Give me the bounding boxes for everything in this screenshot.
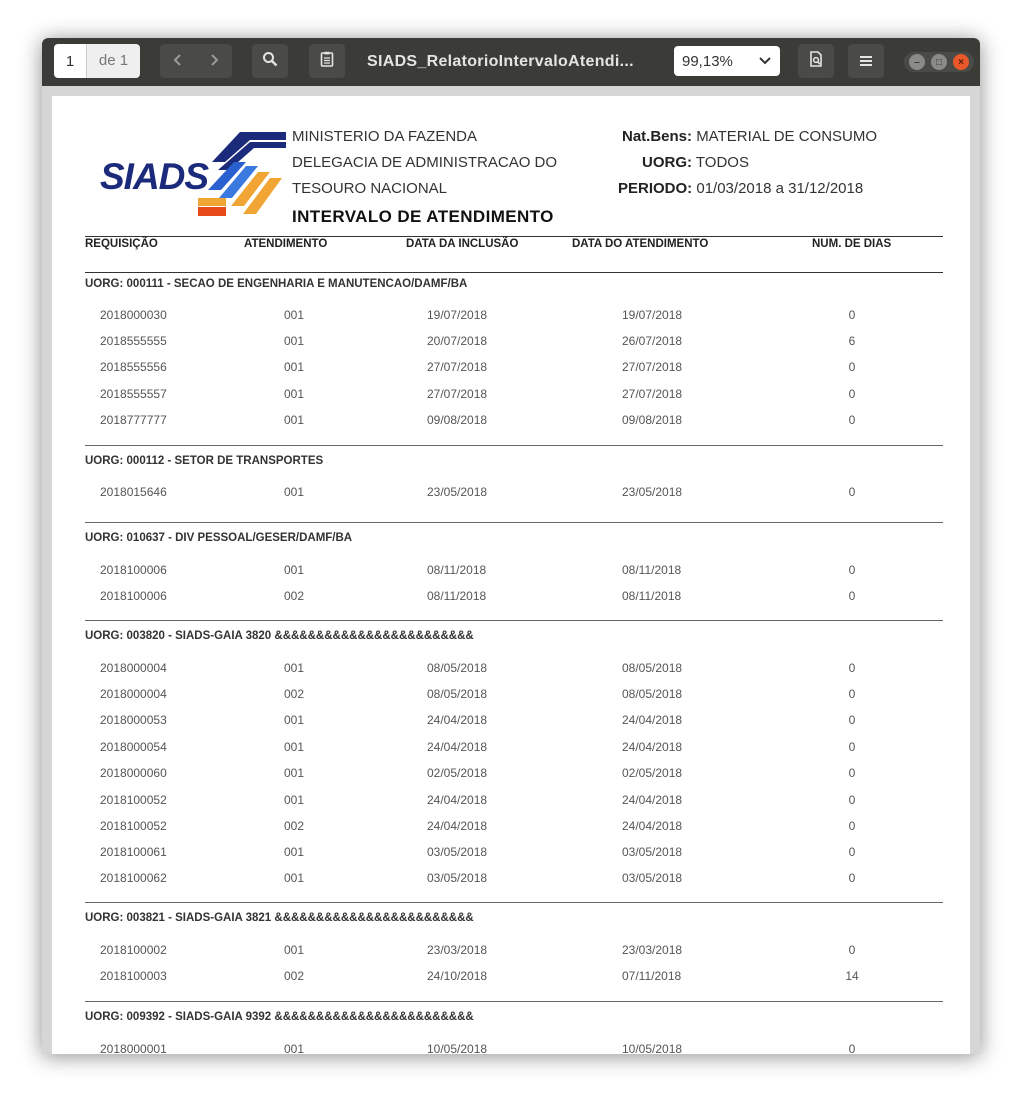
atendimento-cell: 001 [284, 563, 305, 577]
siads-logo [100, 132, 290, 224]
toolbar [42, 38, 980, 86]
group-divider [85, 522, 943, 523]
requisicao-cell: 2018555555 [100, 334, 167, 348]
requisicao-cell: 2018000054 [100, 740, 167, 754]
num-dias-cell: 0 [848, 413, 856, 427]
zoom-select[interactable] [674, 46, 780, 76]
column-header-data-atendimento: DATA DO ATENDIMENTO [572, 238, 709, 250]
data-inclusao-cell: 08/05/2018 [427, 661, 488, 675]
hamburger-menu-icon [859, 51, 873, 72]
atendimento-cell: 001 [284, 740, 305, 754]
data-inclusao-cell: 03/05/2018 [427, 845, 488, 859]
num-dias-cell: 0 [848, 871, 856, 885]
data-inclusao-cell: 24/04/2018 [427, 793, 488, 807]
meta-label: UORG: [642, 154, 692, 171]
data-atendimento-cell: 27/07/2018 [622, 360, 683, 374]
data-atendimento-cell: 09/08/2018 [622, 413, 683, 427]
search-icon [262, 51, 278, 72]
save-document-button[interactable] [798, 44, 834, 78]
data-atendimento-cell: 08/05/2018 [622, 661, 683, 675]
meta-value: MATERIAL DE CONSUMO [696, 128, 878, 145]
data-atendimento-cell: 08/05/2018 [622, 687, 683, 701]
document-title: SIADS_RelatorioIntervaloAtendi... [367, 53, 634, 70]
requisicao-cell: 2018100002 [100, 943, 167, 957]
requisicao-cell: 2018100052 [100, 819, 167, 833]
atendimento-cell: 001 [284, 334, 305, 348]
num-dias-cell: 0 [848, 766, 856, 780]
group-title: UORG: 000112 - SETOR DE TRANSPORTES [85, 455, 324, 467]
atendimento-cell: 001 [284, 387, 305, 401]
meta-label: Nat.Bens: [622, 128, 693, 145]
data-inclusao-cell: 23/05/2018 [427, 485, 488, 499]
org-line-3: TESOURO NACIONAL [292, 180, 448, 197]
data-inclusao-cell: 20/07/2018 [427, 334, 488, 348]
save-document-icon [809, 51, 823, 72]
num-dias-cell: 0 [848, 485, 856, 499]
data-inclusao-cell: 24/10/2018 [427, 969, 488, 983]
data-atendimento-cell: 03/05/2018 [622, 871, 683, 885]
column-header-requisicao: REQUISIÇÃO [85, 238, 158, 250]
meta-nat-bens [622, 128, 952, 145]
data-atendimento-cell: 10/05/2018 [622, 1042, 683, 1054]
report-page [52, 96, 970, 1054]
requisicao-cell: 2018000004 [100, 687, 167, 701]
atendimento-cell: 001 [284, 413, 305, 427]
data-inclusao-cell: 24/04/2018 [427, 819, 488, 833]
data-atendimento-cell: 27/07/2018 [622, 387, 683, 401]
atendimento-cell: 001 [284, 871, 305, 885]
requisicao-cell: 2018100061 [100, 845, 167, 859]
data-inclusao-cell: 08/11/2018 [427, 589, 487, 603]
atendimento-cell: 001 [284, 793, 305, 807]
chevron-left-icon [171, 51, 185, 72]
requisicao-cell: 2018100006 [100, 563, 167, 577]
next-page-button[interactable] [196, 44, 232, 78]
num-dias-cell: 0 [848, 563, 856, 577]
report-title: INTERVALO DE ATENDIMENTO [292, 207, 554, 226]
data-atendimento-cell: 08/11/2018 [622, 589, 682, 603]
minimize-icon: – [914, 56, 920, 68]
minimize-button[interactable] [909, 54, 925, 70]
requisicao-cell: 2018100006 [100, 589, 167, 603]
num-dias-cell: 0 [848, 360, 856, 374]
meta-periodo [618, 180, 948, 197]
page-count-label: de 1 [86, 44, 140, 78]
num-dias-cell: 0 [848, 943, 856, 957]
data-atendimento-cell: 24/04/2018 [622, 793, 683, 807]
requisicao-cell: 2018777777 [100, 413, 167, 427]
data-inclusao-cell: 10/05/2018 [427, 1042, 488, 1054]
document-icon [320, 51, 334, 72]
num-dias-cell: 0 [848, 589, 856, 603]
thumbnails-button[interactable] [309, 44, 345, 78]
atendimento-cell: 001 [284, 845, 305, 859]
num-dias-cell: 0 [848, 845, 856, 859]
num-dias-cell: 0 [848, 1042, 856, 1054]
data-inclusao-cell: 19/07/2018 [427, 308, 488, 322]
data-inclusao-cell: 23/03/2018 [427, 943, 488, 957]
data-atendimento-cell: 23/05/2018 [622, 485, 683, 499]
num-dias-cell: 0 [848, 661, 856, 675]
num-dias-cell: 0 [848, 713, 856, 727]
window-controls [904, 52, 974, 72]
previous-page-button[interactable] [160, 44, 196, 78]
chevron-right-icon [207, 51, 221, 72]
zoom-value: 99,13% [682, 52, 733, 70]
atendimento-cell: 001 [284, 1042, 305, 1054]
data-inclusao-cell: 09/08/2018 [427, 413, 488, 427]
org-line-1: MINISTERIO DA FAZENDA [292, 128, 478, 145]
atendimento-cell: 001 [284, 766, 305, 780]
requisicao-cell: 2018000060 [100, 766, 167, 780]
requisicao-cell: 2018000030 [100, 308, 167, 322]
data-inclusao-cell: 27/07/2018 [427, 360, 488, 374]
meta-value: TODOS [695, 154, 749, 171]
requisicao-cell: 2018000001 [100, 1042, 167, 1054]
org-line-2: DELEGACIA DE ADMINISTRACAO DO [292, 154, 558, 171]
num-dias-cell: 0 [848, 308, 856, 322]
search-button[interactable] [252, 44, 288, 78]
num-dias-cell: 0 [848, 819, 856, 833]
atendimento-cell: 002 [284, 589, 305, 603]
atendimento-cell: 001 [284, 360, 305, 374]
group-title: UORG: 000111 - SECAO DE ENGENHARIA E MANUTENCAO/DAMF/BA [85, 278, 468, 290]
atendimento-cell: 001 [284, 661, 305, 675]
header-bottom-rule [85, 272, 943, 273]
page-nav-buttons [160, 44, 232, 78]
data-atendimento-cell: 08/11/2018 [622, 563, 682, 577]
requisicao-cell: 2018100062 [100, 871, 167, 885]
num-dias-cell: 0 [848, 793, 856, 807]
group-title: UORG: 003820 - SIADS-GAIA 3820 &&&&&&&&&&&&&&&&&&&&&&&& [85, 630, 474, 642]
data-inclusao-cell: 02/05/2018 [427, 766, 488, 780]
maximize-button[interactable] [931, 54, 947, 70]
num-dias-cell: 14 [845, 969, 859, 983]
requisicao-cell: 2018555557 [100, 387, 167, 401]
menu-button[interactable] [848, 44, 884, 78]
group-title: UORG: 003821 - SIADS-GAIA 3821 &&&&&&&&&&&&&&&&&&&&&&&& [85, 912, 474, 924]
requisicao-cell: 2018000004 [100, 661, 167, 675]
num-dias-cell: 0 [848, 740, 856, 754]
atendimento-cell: 001 [284, 308, 305, 322]
requisicao-cell: 2018555556 [100, 360, 167, 374]
data-atendimento-cell: 24/04/2018 [622, 819, 683, 833]
requisicao-cell: 2018015646 [100, 485, 167, 499]
logo-text: SIADS [100, 156, 209, 197]
document-viewer-window [42, 38, 980, 1054]
group-divider [85, 902, 943, 903]
atendimento-cell: 001 [284, 943, 305, 957]
data-atendimento-cell: 24/04/2018 [622, 713, 683, 727]
header-top-rule [85, 236, 943, 237]
data-inclusao-cell: 08/05/2018 [427, 687, 488, 701]
column-header-data-inclusao: DATA DA INCLUSÃO [406, 238, 519, 250]
num-dias-cell: 6 [848, 334, 856, 348]
requisicao-cell: 2018100003 [100, 969, 167, 983]
atendimento-cell: 002 [284, 687, 305, 701]
num-dias-cell: 0 [848, 387, 856, 401]
group-divider [85, 445, 943, 446]
data-atendimento-cell: 07/11/2018 [622, 969, 682, 983]
column-header-num-dias: NUM. DE DIAS [812, 238, 892, 250]
close-icon: × [958, 56, 964, 68]
group-title: UORG: 010637 - DIV PESSOAL/GESER/DAMF/BA [85, 532, 353, 544]
data-atendimento-cell: 26/07/2018 [622, 334, 683, 348]
atendimento-cell: 001 [284, 485, 305, 499]
page-number-input[interactable] [54, 44, 86, 78]
document-area[interactable] [42, 86, 980, 1054]
data-atendimento-cell: 02/05/2018 [622, 766, 683, 780]
group-title: UORG: 009392 - SIADS-GAIA 9392 &&&&&&&&&&&&&&&&&&&&&&&& [85, 1011, 474, 1023]
meta-value: 01/03/2018 a 31/12/2018 [696, 180, 864, 197]
data-inclusao-cell: 24/04/2018 [427, 713, 488, 727]
num-dias-cell: 0 [848, 687, 856, 701]
data-inclusao-cell: 27/07/2018 [427, 387, 488, 401]
data-inclusao-cell: 08/11/2018 [427, 563, 487, 577]
atendimento-cell: 002 [284, 819, 305, 833]
requisicao-cell: 2018000053 [100, 713, 167, 727]
group-divider [85, 1001, 943, 1002]
close-button[interactable] [953, 54, 969, 70]
group-divider [85, 620, 943, 621]
meta-uorg [642, 154, 970, 171]
data-inclusao-cell: 03/05/2018 [427, 871, 488, 885]
data-inclusao-cell: 24/04/2018 [427, 740, 488, 754]
chevron-down-icon [758, 54, 772, 69]
data-atendimento-cell: 24/04/2018 [622, 740, 683, 754]
meta-label: PERIODO: [618, 180, 693, 197]
atendimento-cell: 002 [284, 969, 305, 983]
atendimento-cell: 001 [284, 713, 305, 727]
page-navigator [54, 44, 140, 78]
data-atendimento-cell: 19/07/2018 [622, 308, 683, 322]
requisicao-cell: 2018100052 [100, 793, 167, 807]
data-atendimento-cell: 23/03/2018 [622, 943, 683, 957]
data-atendimento-cell: 03/05/2018 [622, 845, 683, 859]
column-header-atendimento: ATENDIMENTO [244, 238, 328, 250]
maximize-icon: □ [935, 56, 943, 68]
